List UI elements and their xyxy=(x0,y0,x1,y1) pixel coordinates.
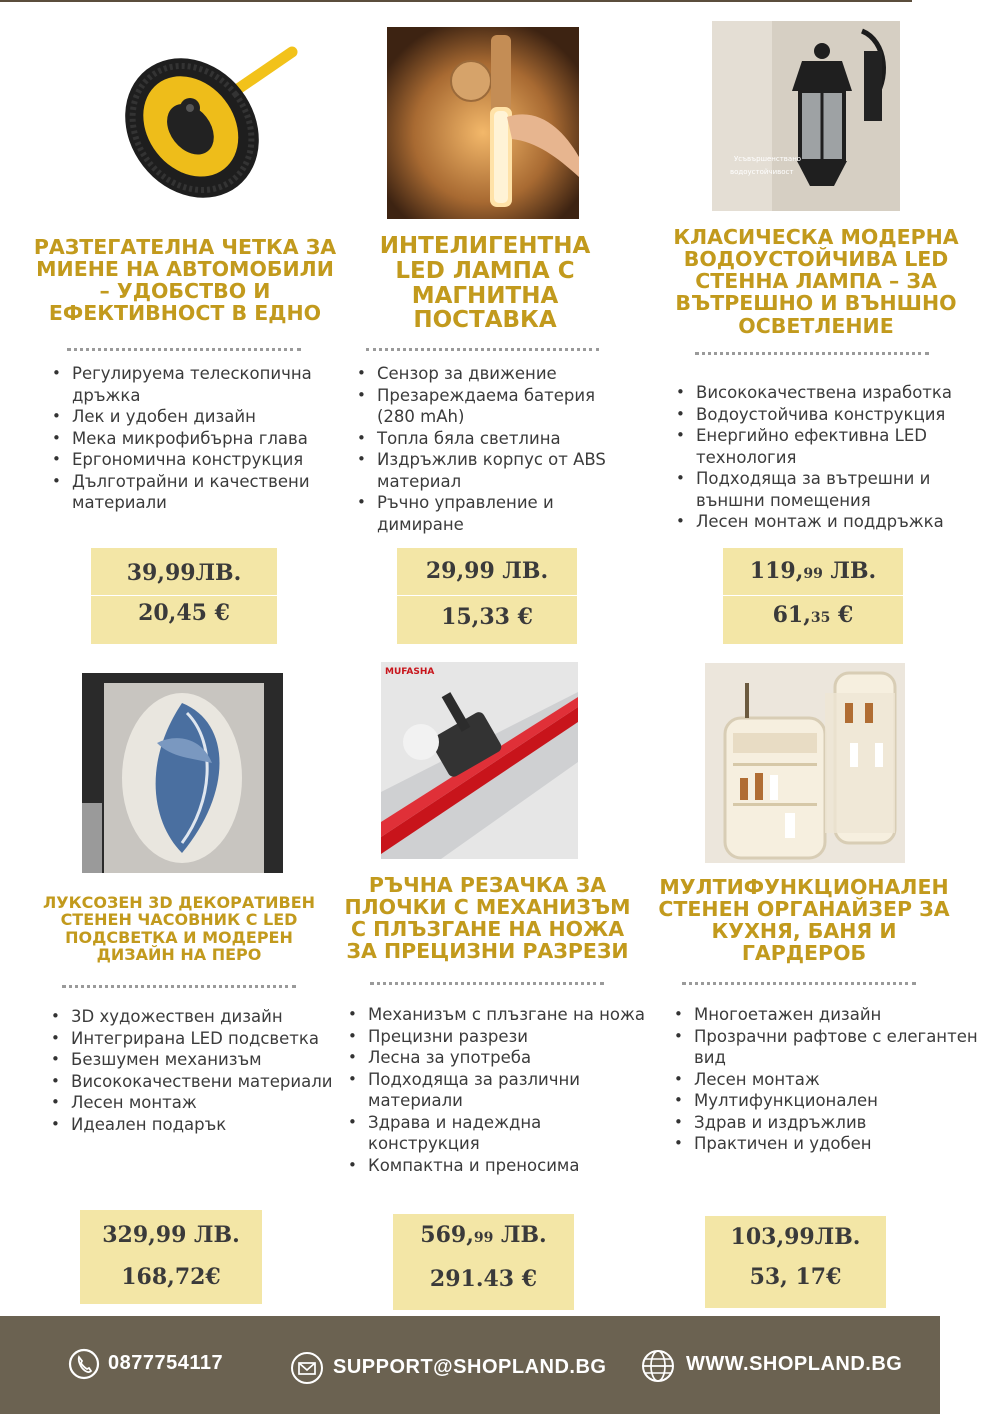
price-box xyxy=(393,1214,574,1310)
product-title: ЛУКСОЗЕН 3D ДЕКОРАТИВЕН СТЕНЕН ЧАСОВНИК С LED ПОДСВЕТКА И МОДЕРЕН ДИЗАЙН НА ПЕРО xyxy=(42,893,316,964)
price-separator xyxy=(723,595,903,596)
top-rule xyxy=(0,0,912,2)
product-image-led-lamp xyxy=(387,27,579,219)
price-box xyxy=(397,548,577,644)
price-bgn-cents: 99 xyxy=(803,566,823,582)
price-box xyxy=(80,1210,262,1304)
feature-list xyxy=(49,1006,361,1135)
product-title: ИНТЕЛИГЕНТНА LED ЛАМПА С МАГНИТНА ПОСТАВКА xyxy=(379,233,591,334)
product-image-lantern xyxy=(712,21,900,211)
feature-item: • 3D художествен дизайн xyxy=(71,1006,361,1028)
feature-item: • Подходяща за вътрешни и външни помещения xyxy=(696,468,986,511)
price-bgn-unit: ЛВ. xyxy=(493,1222,547,1248)
led-wall-lamp-icon xyxy=(387,27,579,219)
feature-item: • Лесна за употреба xyxy=(368,1047,658,1069)
price-bgn: 103,99ЛВ. xyxy=(730,1224,861,1250)
price-bgn-main: 569, xyxy=(420,1222,474,1248)
feature-item: • Здрав и издръжлив xyxy=(694,1112,984,1134)
feature-item: • Лек и удобен дизайн xyxy=(72,406,362,428)
feature-item: • Мека микрофибърна глава xyxy=(72,428,362,450)
feature-item: • Висококачествена изработка xyxy=(696,382,986,404)
feature-item: • Здрава и надеждна конструкция xyxy=(368,1112,658,1155)
feature-item: • Лесен монтаж xyxy=(694,1069,984,1091)
feature-item: • Интегрирана LED подсветка xyxy=(71,1028,361,1050)
feature-item: • Презареждаема батерия (280 mAh) xyxy=(377,385,637,428)
feature-item: • Висококачествени материали xyxy=(71,1071,361,1093)
feature-item: • Енергийно ефективна LED технология xyxy=(696,425,986,468)
product-title: РАЗТЕГАТЕЛНА ЧЕТКА ЗА МИЕНЕ НА АВТОМОБИЛИ – УДОБСТВО И ЕФЕКТИВНОСТ В ЕДНО xyxy=(33,235,337,326)
feather-clock-icon xyxy=(82,673,283,873)
price-eur: 53, 17€ xyxy=(749,1264,842,1290)
feature-item: • Дълготрайни и качествени материали xyxy=(72,471,362,514)
price-box xyxy=(723,548,903,644)
price-separator xyxy=(91,595,277,596)
dotted-divider xyxy=(67,348,301,351)
price-eur-unit: € xyxy=(830,602,854,628)
feature-list xyxy=(355,363,637,535)
image-caption: водоустойчивост xyxy=(730,168,794,176)
feature-item: • Водоустойчива конструкция xyxy=(696,404,986,426)
feature-item: • Безшумен механизъм xyxy=(71,1049,361,1071)
price-bgn-cents: 99 xyxy=(473,1230,494,1246)
feature-item: • Издръжлив корпус от ABS материал xyxy=(377,449,637,492)
price-bgn: 29,99 ЛВ. xyxy=(425,558,549,584)
dotted-divider xyxy=(62,985,296,988)
tile-cutter-icon xyxy=(381,662,578,859)
price-eur: 15,33 € xyxy=(441,604,533,630)
price-eur-main: 61, xyxy=(772,602,811,628)
image-brand: MUFASHA xyxy=(385,667,435,677)
price-eur: 291.43 € xyxy=(429,1266,538,1292)
globe-icon xyxy=(641,1349,675,1387)
feature-item: • Мултифункционален xyxy=(694,1090,984,1112)
product-image-organizer xyxy=(705,663,905,863)
mail-icon xyxy=(290,1351,324,1389)
footer-bar xyxy=(0,1316,940,1414)
lantern-wall-lamp-icon xyxy=(712,21,900,211)
price-separator xyxy=(397,595,577,596)
product-image-feather-clock xyxy=(82,673,283,873)
dotted-divider xyxy=(682,982,916,985)
feature-list xyxy=(50,363,362,514)
price-bgn-main: 119, xyxy=(749,558,804,584)
feature-item: • Топла бяла светлина xyxy=(377,428,637,450)
price-eur: 168,72€ xyxy=(121,1264,221,1290)
price-bgn: 39,99ЛВ. xyxy=(126,560,242,586)
price-eur: 20,45 € xyxy=(138,600,230,626)
footer-website[interactable]: WWW.SHOPLAND.BG xyxy=(686,1353,903,1375)
feature-item: • Механизъм с плъзгане на ножа xyxy=(368,1004,658,1026)
footer-email[interactable]: SUPPORT@SHOPLAND.BG xyxy=(333,1356,607,1378)
price-bgn xyxy=(723,558,903,584)
price-box xyxy=(91,548,277,644)
dotted-divider xyxy=(695,352,929,355)
car-wash-brush-icon xyxy=(110,30,300,210)
dotted-divider xyxy=(370,982,604,985)
feature-item: • Лесен монтаж xyxy=(71,1092,361,1114)
dotted-divider xyxy=(366,348,599,351)
feature-item: • Сензор за движение xyxy=(377,363,637,385)
feature-list xyxy=(346,1004,658,1176)
price-bgn xyxy=(393,1222,574,1248)
image-caption: Усъвършенствано xyxy=(734,155,802,163)
product-title: КЛАСИЧЕСКА МОДЕРНА ВОДОУСТОЙЧИВА LED СТЕННА ЛАМПА – ЗА ВЪТРЕШНО И ВЪНШНО ОСВЕТЛЕНИЕ xyxy=(673,225,959,338)
feature-item: • Ръчно управление и димиране xyxy=(377,492,637,535)
feature-item: • Прозрачни рафтове с елегантен вид xyxy=(694,1026,984,1069)
feature-item: • Лесен монтаж и поддръжка xyxy=(696,511,986,533)
feature-item: • Практичен и удобен xyxy=(694,1133,984,1155)
product-title: МУЛТИФУНКЦИОНАЛЕН СТЕНЕН ОРГАНАЙЗЕР ЗА КУХНЯ, БАНЯ И ГАРДЕРОБ xyxy=(658,875,950,966)
price-box xyxy=(705,1216,886,1308)
product-image-tile-cutter xyxy=(381,662,578,859)
feature-item: • Подходяща за различни материали xyxy=(368,1069,658,1112)
feature-item: • Ергономична конструкция xyxy=(72,449,362,471)
product-image-car-brush xyxy=(110,30,300,210)
price-eur xyxy=(723,602,903,628)
price-eur-cents: 35 xyxy=(810,610,831,626)
feature-item: • Прецизни разрези xyxy=(368,1026,658,1048)
feature-item: • Компактна и преносима xyxy=(368,1155,658,1177)
footer-phone[interactable]: 0877754117 xyxy=(108,1352,224,1374)
product-title: РЪЧНА РЕЗАЧКА ЗА ПЛОЧКИ С МЕХАНИЗЪМ С ПЛЪЗГАНЕ НА НОЖА ЗА ПРЕЦИЗНИ РАЗРЕЗИ xyxy=(344,873,631,964)
price-bgn-unit: ЛВ. xyxy=(822,558,877,584)
feature-item: • Регулируема телескопична дръжка xyxy=(72,363,362,406)
feature-item: • Идеален подарък xyxy=(71,1114,361,1136)
feature-list xyxy=(674,382,986,533)
price-bgn: 329,99 ЛВ. xyxy=(102,1222,240,1248)
phone-icon xyxy=(68,1348,100,1384)
feature-item: • Многоетажен дизайн xyxy=(694,1004,984,1026)
feature-list xyxy=(672,1004,984,1155)
wall-organizer-icon xyxy=(705,663,905,863)
